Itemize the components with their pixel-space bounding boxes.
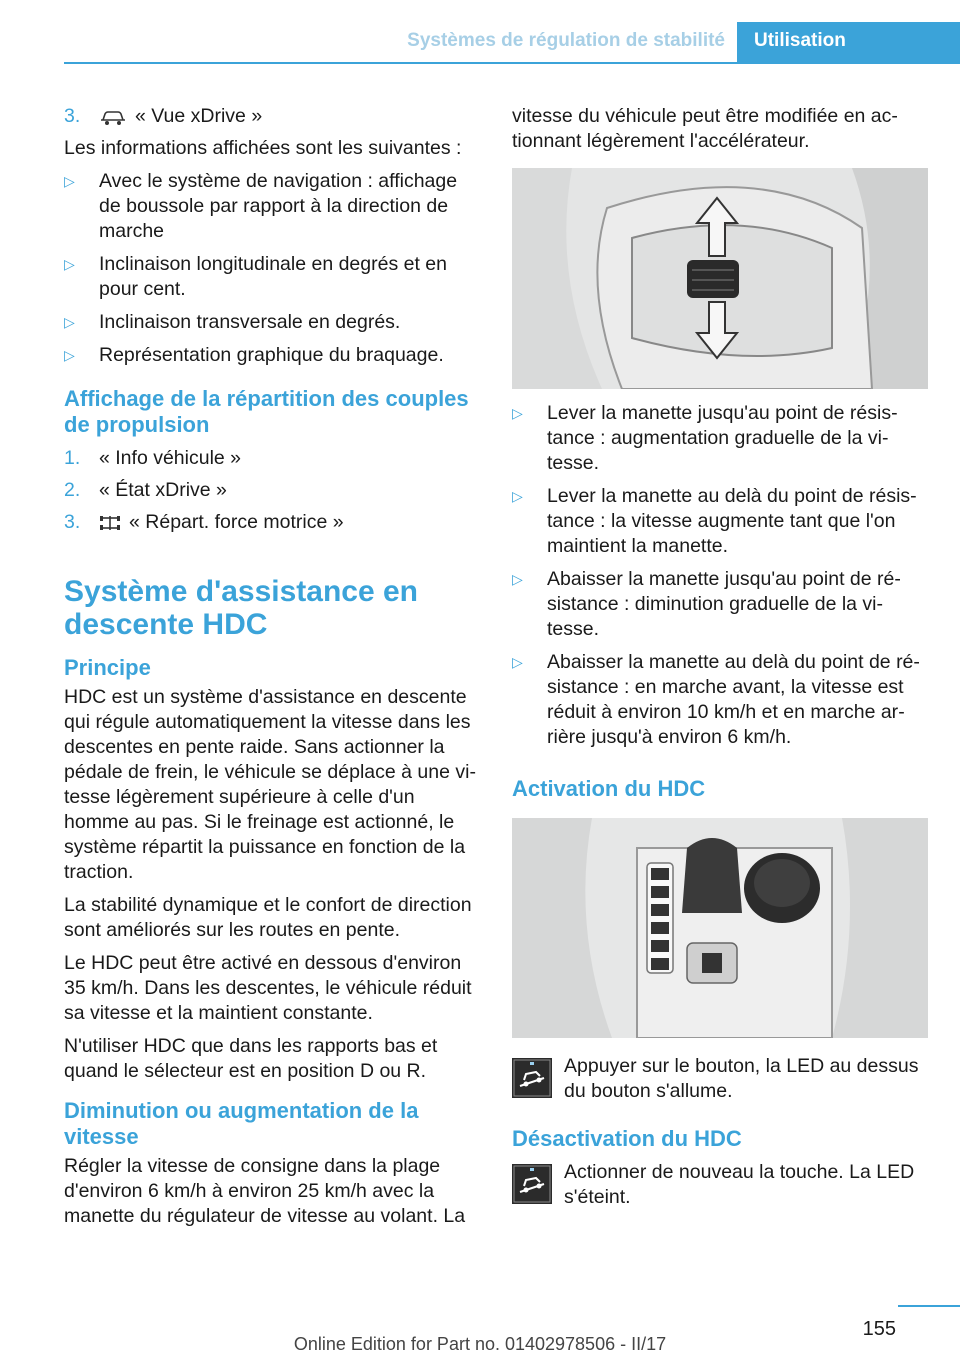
list-item	[512, 401, 928, 476]
bullet-text: Lever la manette au delà du point de résistance : la vitesse augmente tant que l'on maintient la manette.	[547, 485, 917, 557]
hdc-button-icon[interactable]	[512, 1164, 552, 1204]
drivetrain-icon	[99, 514, 121, 532]
triangle-bullet-icon: ▷	[64, 314, 75, 330]
bullet-text: Représentation graphique du braquage.	[99, 344, 444, 366]
deactivation-text: Actionner de nouveau la touche. La LED s'éteint.	[564, 1161, 915, 1208]
triangle-bullet-icon: ▷	[512, 654, 523, 670]
bullet-text: Inclinaison longitudinale en degrés et en pour cent.	[99, 253, 448, 300]
step-text: « Répart. force motrice »	[129, 511, 344, 533]
principle-paragraph: Le HDC peut être activé en dessous d'environ 35 km/h. Dans les descentes, le véhicule réduit sa vitesse et la maintient constante.	[64, 952, 472, 1024]
triangle-bullet-icon: ▷	[64, 173, 75, 189]
activation-heading: Activation du HDC	[512, 776, 706, 801]
center-console-illustration	[512, 818, 928, 1038]
step-number: 1.	[64, 447, 81, 469]
triangle-bullet-icon: ▷	[64, 256, 75, 272]
list-item	[64, 446, 482, 471]
bullet-text: Lever la manette jusqu'au point de résistance : augmentation graduelle de la vitesse.	[547, 402, 898, 474]
list-item	[64, 510, 482, 535]
footer-rule	[898, 1305, 960, 1307]
torque-step-list	[64, 446, 482, 535]
bullet-text: Avec le système de navigation : affichage de boussole par rapport à la direction de marche	[99, 170, 458, 242]
triangle-bullet-icon: ▷	[512, 488, 523, 504]
list-item	[512, 484, 928, 559]
chapter-tab-label: Utilisation	[754, 30, 846, 51]
top-step-list	[64, 104, 482, 129]
hdc-button-icon[interactable]	[512, 1058, 552, 1098]
list-item	[64, 310, 482, 335]
step-text: « Info véhicule »	[99, 447, 242, 469]
principle-heading: Principe	[64, 655, 151, 680]
page-number: 155	[862, 1318, 896, 1340]
principle-paragraph: N'utiliser HDC que dans les rapports bas et quand le sélecteur est en position D ou R.	[64, 1035, 438, 1082]
speed-paragraph: Régler la vitesse de consigne dans la plage d'environ 6 km/h à environ 25 km/h avec la manette du régulateur de vitesse au volant. La	[64, 1155, 466, 1227]
list-item	[512, 567, 928, 642]
page-header	[0, 0, 960, 64]
header-rule	[64, 62, 960, 64]
list-item	[64, 343, 482, 368]
torque-heading: Affichage de la répartition des couples de propulsion	[64, 386, 469, 437]
step-text: « État xDrive »	[99, 479, 227, 501]
list-item	[512, 650, 928, 750]
right-column	[512, 104, 928, 1216]
activation-row	[512, 1054, 928, 1104]
step-text: « Vue xDrive »	[135, 105, 263, 127]
triangle-bullet-icon: ▷	[512, 405, 523, 421]
principle-paragraph: La stabilité dynamique et le confort de direction sont améliorés sur les routes en pente.	[64, 894, 472, 941]
step-number: 3.	[64, 511, 81, 533]
continued-paragraph: vitesse du véhicule peut être modifiée en actionnant légèrement l'accélérateur.	[512, 105, 898, 152]
edition-line: Online Edition for Part no. 01402978506 - II/17	[293, 1334, 667, 1354]
list-item	[64, 104, 482, 129]
section-title: Systèmes de régulation de stabilité	[407, 30, 725, 51]
step-number: 2.	[64, 479, 81, 501]
speed-heading: Diminution ou augmentation de la vitesse	[64, 1098, 419, 1149]
steering-lever-illustration	[512, 168, 928, 389]
activation-text: Appuyer sur le bouton, la LED au dessus du bouton s'allume.	[564, 1055, 919, 1102]
bullet-text: Inclinaison transversale en degrés.	[99, 311, 401, 333]
hdc-section-heading: Système d'assistance en descente HDC	[64, 575, 418, 641]
left-column	[64, 104, 482, 1237]
list-item	[64, 478, 482, 503]
chapter-tab	[737, 22, 960, 64]
bullet-text: Abaisser la manette au delà du point de résistance : en marche avant, la vitesse est réduit à environ 10 km/h et en marche arrière jusqu'à environ 6 km/h.	[547, 651, 920, 748]
deactivation-row	[512, 1160, 928, 1210]
lever-bullet-list	[512, 401, 928, 750]
info-intro: Les informations affichées sont les suivantes :	[64, 137, 462, 159]
list-item	[64, 169, 482, 244]
deactivation-heading: Désactivation du HDC	[512, 1126, 742, 1151]
step-number: 3.	[64, 105, 81, 127]
bullet-text: Abaisser la manette jusqu'au point de résistance : diminution graduelle de la vitesse.	[547, 568, 901, 640]
principle-paragraph: HDC est un système d'assistance en descente qui régule automatiquement la vitesse dans les descentes en pente raide. Sans actionner la pédale de frein, le véhicule se déplace à une vitesse légèrement supérieure à celle d'un homme au pas. Si le freinage est actionné, le système répartit la puissance en fonction de la traction.	[64, 686, 476, 883]
vehicle-icon	[99, 108, 127, 126]
triangle-bullet-icon: ▷	[64, 347, 75, 363]
list-item	[64, 252, 482, 302]
triangle-bullet-icon: ▷	[512, 571, 523, 587]
info-bullet-list	[64, 169, 482, 368]
